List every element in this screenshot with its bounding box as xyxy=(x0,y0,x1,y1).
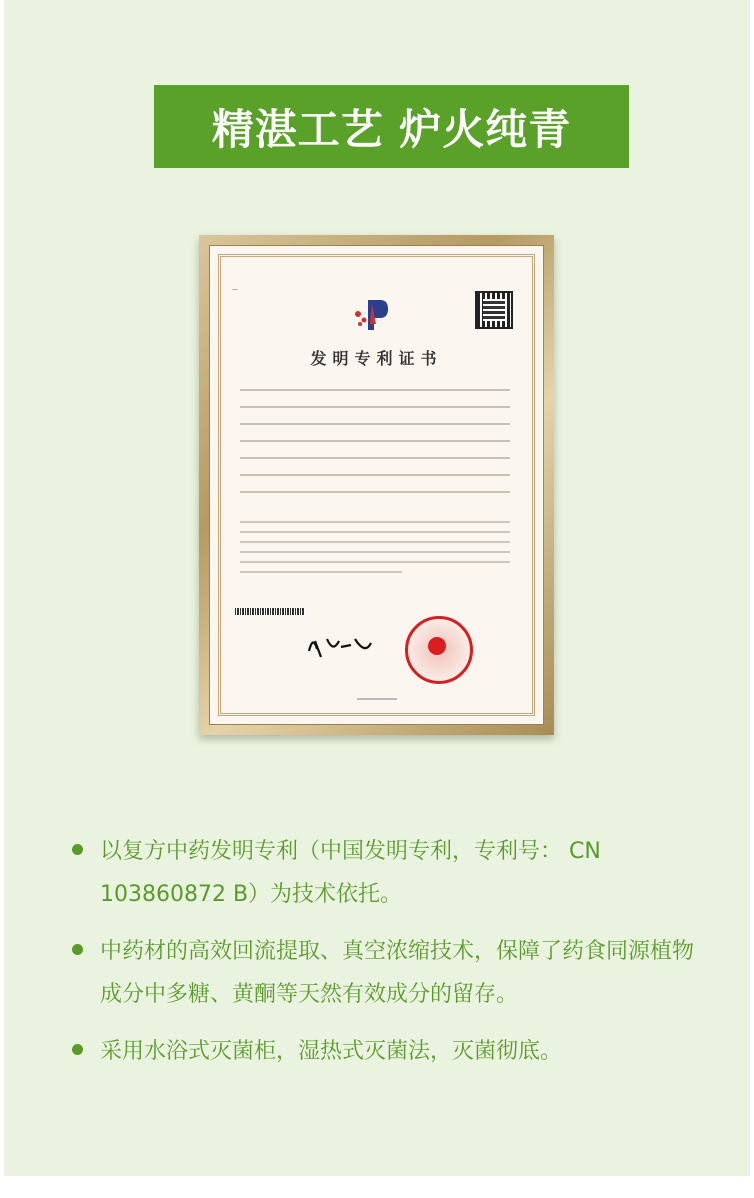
list-item-text: 中药材的高效回流提取、真空浓缩技术，保障了药食同源植物成分中多糖、黄酮等天然有效成分的留存。 xyxy=(100,939,695,1007)
certificate-field-row xyxy=(240,483,510,500)
bullet-dot-icon xyxy=(72,1044,83,1055)
list-item-text: 以复方中药发明专利（中国发明专利，专利号： CN 103860872 B）为技术依托。 xyxy=(100,839,601,907)
official-seal-icon xyxy=(405,616,473,684)
certificate-number: — xyxy=(232,286,238,293)
section-banner xyxy=(154,85,629,168)
content-panel xyxy=(4,0,750,1176)
feature-list xyxy=(70,830,710,1087)
banner-title: 精湛工艺 炉火纯青 xyxy=(211,104,572,154)
list-item-text: 采用水浴式灭菌柜，湿热式灭菌法，灭菌彻底。 xyxy=(100,1039,563,1064)
certificate-field-row xyxy=(240,449,510,466)
certificate-field-row xyxy=(240,381,510,398)
list-item xyxy=(70,1030,710,1073)
certificate-field-row xyxy=(240,398,510,415)
bullet-dot-icon xyxy=(72,844,83,855)
list-item xyxy=(70,830,710,916)
list-item xyxy=(70,930,710,1016)
patent-office-logo-icon xyxy=(350,294,390,334)
certificate-title: 发明专利证书 xyxy=(310,349,443,368)
certificate-field-row xyxy=(240,415,510,432)
barcode-icon xyxy=(235,608,305,615)
certificate-page-number xyxy=(357,698,397,700)
signature-icon xyxy=(305,631,375,661)
certificate-frame xyxy=(199,235,554,735)
certificate-image xyxy=(209,245,544,725)
certificate-field-row xyxy=(240,432,510,449)
certificate-body-text xyxy=(240,521,510,581)
bullet-dot-icon xyxy=(72,944,83,955)
certificate-fields xyxy=(240,381,510,500)
qr-code-icon xyxy=(475,291,513,329)
certificate-field-row xyxy=(240,466,510,483)
